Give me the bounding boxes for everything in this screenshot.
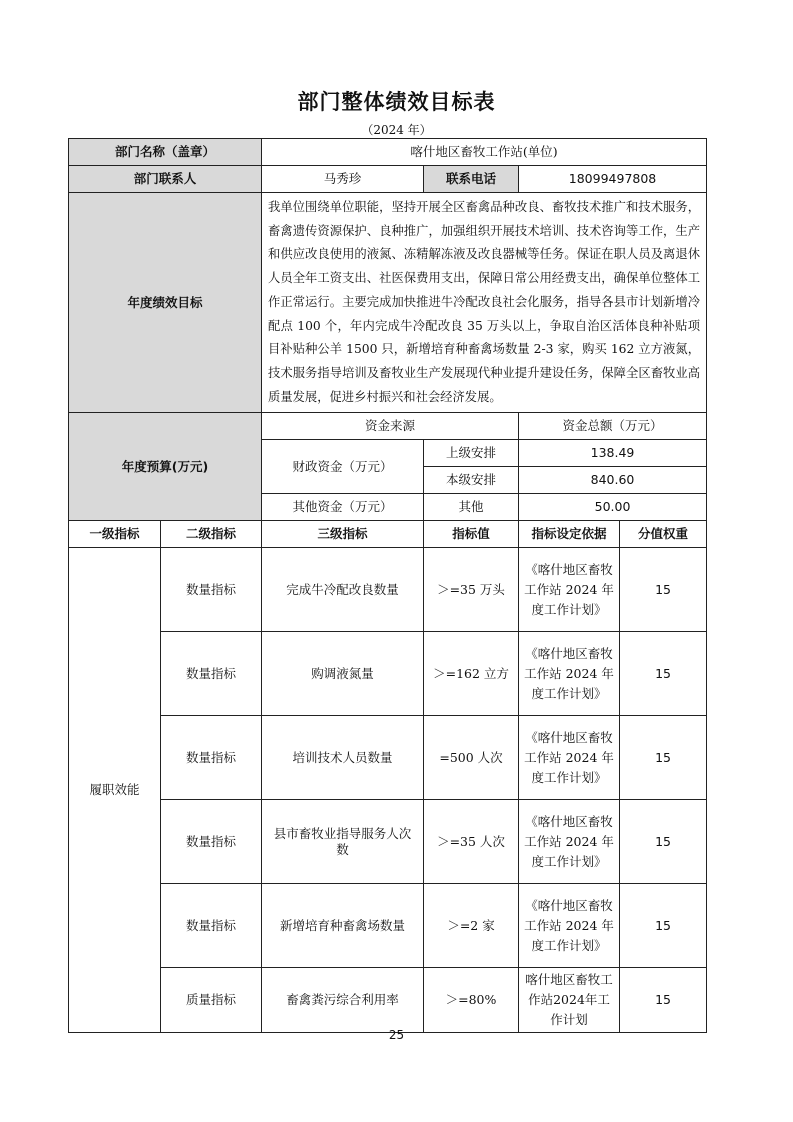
header-level1: 一级指标 [69,521,161,548]
budget-total-header: 资金总额（万元） [519,413,707,440]
header-basis: 指标设定依据 [519,521,620,548]
value-cell: =500 人次 [424,716,519,800]
weight-cell: 15 [620,884,707,968]
weight-cell: 15 [620,800,707,884]
goal-text: 我单位围绕单位职能，坚持开展全区畜禽品种改良、畜牧技术推广和技术服务，畜禽遗传资源保护、良种推广，加强组织开展技术培训、技术咨询等工作，生产和供应改良使用的液氮、冻精解冻液及改良器械等任务。保证在职人员及离退休人员全年工资支出、社医保费用支出，保障日常公用经费支出，确保单位整体工作正常运行。主要完成加快推进牛冷配改良社会化服务，指导各县市计划新增冷配点 100 个，年内完成牛冷配改良 35 万头以上，争取自治区活体良种补贴项目补贴种公羊 1500 只，新增培育种畜禽场数量 2-3 家，购买 162 立方液氮，技术服务指导培训及畜牧业生产发展现代种业提升建设任务，保障全区畜牧业高质量发展，促进乡村振兴和社会经济发展。 [262,193,707,413]
budget-source-header: 资金来源 [262,413,519,440]
superior-value: 138.49 [519,440,707,467]
local-value: 840.60 [519,467,707,494]
contact-value: 马秀珍 [262,166,424,193]
value-cell: ＞=80% [424,968,519,1033]
table-row [69,548,707,632]
level1-cell: 履职效能 [69,548,161,1033]
performance-table [68,138,707,1033]
year-subtitle: （2024 年） [361,123,432,137]
other-sub-label: 其他 [424,494,519,521]
level3-cell: 完成牛冷配改良数量 [262,548,424,632]
level3-cell: 培训技术人员数量 [262,716,424,800]
page-title: 部门整体绩效目标表 [297,90,496,114]
weight-cell: 15 [620,632,707,716]
value-cell: ＞=162 立方 [424,632,519,716]
level3-cell: 新增培育种畜禽场数量 [262,884,424,968]
weight-cell: 15 [620,968,707,1033]
level2-cell: 数量指标 [161,548,262,632]
table-row [69,968,707,1033]
phone-label: 联系电话 [424,166,519,193]
level3-cell: 县市畜牧业指导服务人次数 [262,800,424,884]
level2-cell: 数量指标 [161,800,262,884]
header-level2: 二级指标 [161,521,262,548]
value-cell: ＞=35 万头 [424,548,519,632]
basis-cell: 《喀什地区畜牧工作站 2024 年度工作计划》 [519,884,620,968]
level2-cell: 数量指标 [161,632,262,716]
basis-cell: 《喀什地区畜牧工作站 2024 年度工作计划》 [519,716,620,800]
superior-label: 上级安排 [424,440,519,467]
dept-name-label: 部门名称（盖章） [69,139,262,166]
page-number: 25 [388,1028,405,1042]
level3-cell: 购调液氮量 [262,632,424,716]
other-value: 50.00 [519,494,707,521]
weight-cell: 15 [620,548,707,632]
contact-label: 部门联系人 [69,166,262,193]
basis-cell: 《喀什地区畜牧工作站 2024 年度工作计划》 [519,632,620,716]
goal-label: 年度绩效目标 [69,193,262,413]
other-fund-label: 其他资金（万元） [262,494,424,521]
fiscal-fund-label: 财政资金（万元） [262,440,424,494]
dept-name-value: 喀什地区畜牧工作站(单位) [262,139,707,166]
table-row [69,716,707,800]
level2-cell: 质量指标 [161,968,262,1033]
value-cell: ＞=2 家 [424,884,519,968]
level2-cell: 数量指标 [161,884,262,968]
weight-cell: 15 [620,716,707,800]
value-cell: ＞=35 人次 [424,800,519,884]
header-weight: 分值权重 [620,521,707,548]
table-row [69,884,707,968]
level3-cell: 畜禽粪污综合利用率 [262,968,424,1033]
phone-value: 18099497808 [519,166,707,193]
header-value: 指标值 [424,521,519,548]
level2-cell: 数量指标 [161,716,262,800]
local-label: 本级安排 [424,467,519,494]
basis-cell: 《喀什地区畜牧工作站 2024 年度工作计划》 [519,548,620,632]
table-row [69,632,707,716]
header-level3: 三级指标 [262,521,424,548]
table-row [69,800,707,884]
basis-cell: 喀什地区畜牧工作站2024年工作计划 [519,968,620,1033]
basis-cell: 《喀什地区畜牧工作站 2024 年度工作计划》 [519,800,620,884]
budget-label: 年度预算(万元) [69,413,262,521]
